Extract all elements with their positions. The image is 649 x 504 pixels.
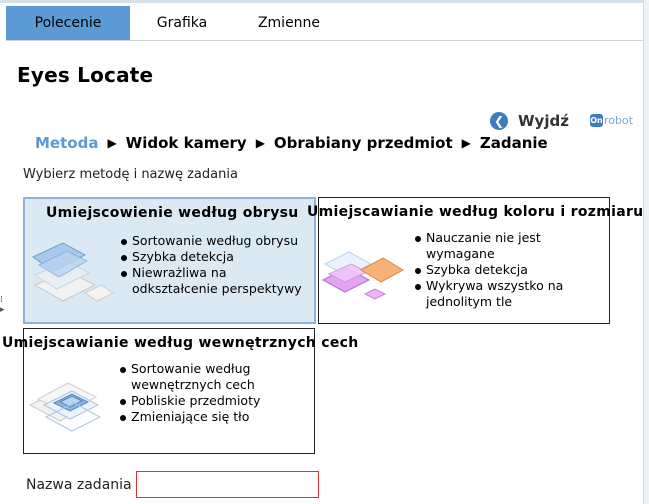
breadcrumb-workpiece[interactable]: Obrabiany przedmiot <box>273 134 453 152</box>
page-title: Eyes Locate <box>17 63 154 87</box>
logo-text: robot <box>604 114 634 127</box>
method-bullets <box>120 361 310 425</box>
list-item: Nauczanie nie jest wymagane <box>415 230 605 262</box>
method-bullets <box>415 230 605 310</box>
exit-label: Wyjdź <box>518 112 569 130</box>
exit-button[interactable] <box>490 112 569 130</box>
color-size-illustration-icon <box>321 244 411 308</box>
method-bullets <box>121 233 311 297</box>
method-title: Umiejscawianie według koloru i rozmiaru <box>307 204 644 220</box>
tab-graphics[interactable]: Grafika <box>156 15 208 31</box>
right-scroll-edge <box>643 0 649 504</box>
breadcrumb-separator-icon: ▶ <box>107 136 117 150</box>
breadcrumb-camera-view[interactable]: Widok kamery <box>125 134 247 152</box>
list-item: Niewrażliwa na odkształcenie perspektywy <box>121 265 311 297</box>
method-title: Umiejscawianie według wewnętrznych cech <box>2 335 359 351</box>
chevron-left-circle-icon: ❮ <box>490 112 508 130</box>
list-item: Wykrywa wszystko na jednolitym tle <box>415 278 605 310</box>
logo-mark: On <box>590 116 603 125</box>
tab-bar <box>6 6 344 40</box>
method-card-contour[interactable] <box>23 197 316 324</box>
task-name-input[interactable] <box>136 471 319 498</box>
contour-illustration-icon <box>29 235 115 307</box>
tab-divider <box>6 40 643 41</box>
onrobot-logo <box>590 114 633 127</box>
list-item: Szybka detekcja <box>415 262 605 278</box>
task-name-label: Nazwa zadania <box>26 477 132 493</box>
list-item: Szybka detekcja <box>121 249 311 265</box>
list-item: Pobliskie przedmioty <box>120 393 310 409</box>
breadcrumb-method[interactable]: Metoda <box>35 134 99 152</box>
list-item: Sortowanie według wewnętrznych cech <box>120 361 310 393</box>
breadcrumb <box>35 134 548 152</box>
method-card-color-size[interactable] <box>307 197 644 324</box>
breadcrumb-task[interactable]: Zadanie <box>479 134 548 152</box>
method-card-internal-features[interactable] <box>2 328 359 454</box>
breadcrumb-separator-icon: ▶ <box>255 136 265 150</box>
breadcrumb-separator-icon: ▶ <box>461 136 471 150</box>
instruction-text: Wybierz metodę i nazwę zadania <box>23 167 238 182</box>
drag-handle-icon[interactable]: ⁞▸ <box>0 295 5 315</box>
tab-command[interactable]: Polecenie <box>6 6 130 40</box>
tab-variables[interactable]: Zmienne <box>257 15 321 31</box>
list-item: Sortowanie według obrysu <box>121 233 311 249</box>
method-title: Umiejscowienie według obrysu <box>46 205 299 221</box>
internal-features-illustration-icon <box>28 369 114 439</box>
list-item: Zmieniające się tło <box>120 409 310 425</box>
top-border <box>0 0 649 3</box>
